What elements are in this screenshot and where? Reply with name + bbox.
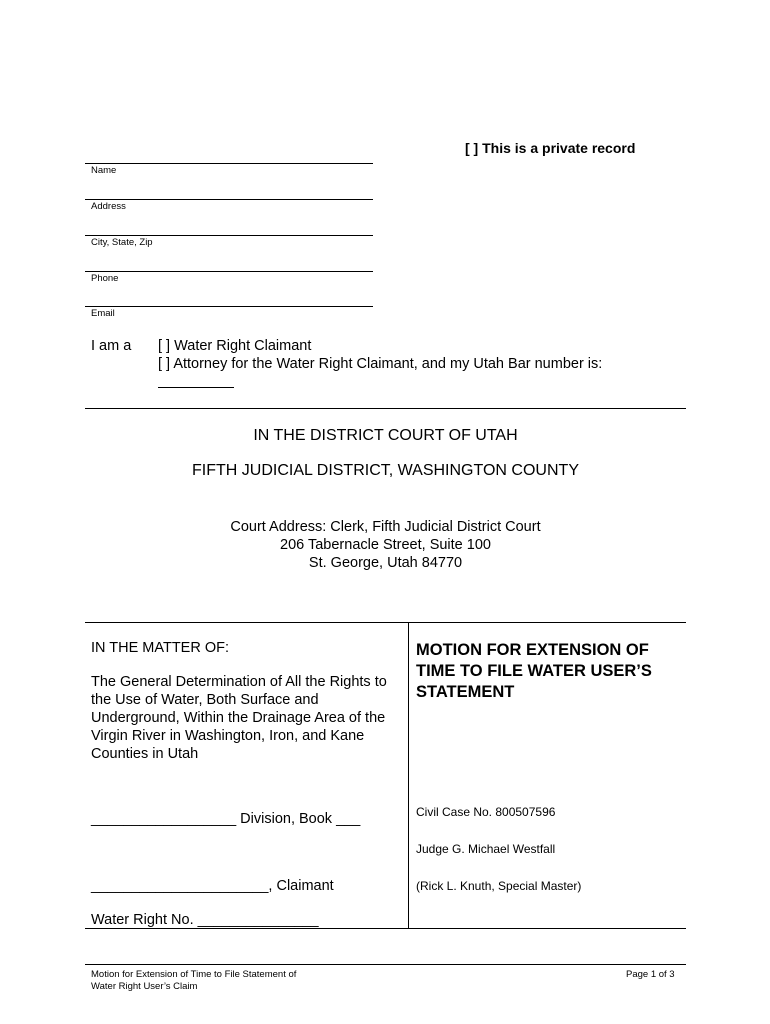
name-label: Name	[91, 165, 117, 176]
private-record-checkbox[interactable]: [ ] This is a private record	[465, 140, 636, 156]
court-address-line1: Court Address: Clerk, Fifth Judicial District Court	[230, 519, 541, 535]
water-right-claimant-checkbox[interactable]: [ ] Water Right Claimant	[158, 338, 312, 354]
email-line[interactable]	[85, 306, 373, 307]
page-number: Page 1 of 3	[626, 969, 675, 980]
city-state-zip-label: City, State, Zip	[91, 237, 153, 248]
footer-title-line1: Motion for Extension of Time to File Statement of	[91, 969, 297, 980]
division-book-field[interactable]: __________________ Division, Book ___	[91, 811, 361, 827]
caption-divider	[408, 622, 409, 928]
caption-bottom-border	[85, 928, 686, 929]
city-state-zip-line[interactable]	[85, 235, 373, 236]
caption-top-border	[85, 622, 686, 623]
i-am-a-label: I am a	[91, 338, 132, 354]
motion-title: MOTION FOR EXTENSION OF TIME TO FILE WATER USER’S STATEMENT	[416, 641, 652, 701]
divider-top	[85, 408, 686, 409]
claimant-field[interactable]: ______________________, Claimant	[91, 878, 334, 894]
email-label: Email	[91, 308, 115, 319]
address-line[interactable]	[85, 199, 373, 200]
phone-label: Phone	[91, 273, 119, 284]
special-master: (Rick L. Knuth, Special Master)	[416, 879, 582, 893]
court-name: IN THE DISTRICT COURT OF UTAH	[253, 427, 518, 444]
judge-name: Judge G. Michael Westfall	[416, 842, 556, 856]
matter-label: IN THE MATTER OF:	[91, 640, 230, 656]
footer-rule	[85, 964, 686, 965]
address-label: Address	[91, 201, 126, 212]
attorney-checkbox[interactable]: [ ] Attorney for the Water Right Claimant, and my Utah Bar number is:	[158, 356, 603, 372]
footer-title-line2: Water Right User’s Claim	[91, 981, 198, 992]
matter-text: The General Determination of All the Rights to the Use of Water, Both Surface and Underground, Within the Drainage Area of the Virgin River in Washington, Iron, and Kane Counties in Utah	[91, 674, 387, 762]
phone-line[interactable]	[85, 271, 373, 272]
bar-number-line[interactable]	[158, 387, 234, 388]
water-right-number-field[interactable]: Water Right No. _______________	[91, 912, 319, 928]
case-number: Civil Case No. 800507596	[416, 805, 556, 819]
court-address-line2: 206 Tabernacle Street, Suite 100	[280, 537, 491, 553]
court-district: FIFTH JUDICIAL DISTRICT, WASHINGTON COUNTY	[192, 462, 579, 479]
name-line[interactable]	[85, 163, 373, 164]
court-address-line3: St. George, Utah 84770	[308, 555, 463, 571]
